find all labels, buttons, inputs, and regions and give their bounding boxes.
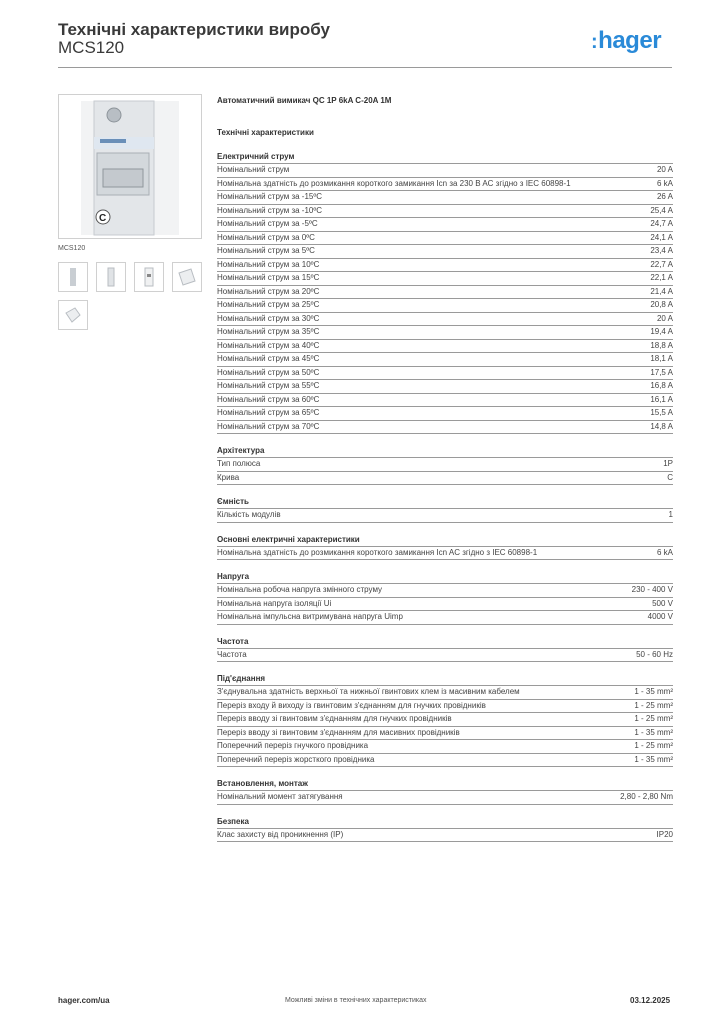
spec-label: Номінальна здатність до розмикання короткого замикання Icn за 230 B AC згідно з IEC 60898-1 (217, 178, 571, 188)
spec-label: Номінальний струм за 15ºC (217, 273, 320, 282)
brand-logo (591, 27, 661, 55)
spec-row (217, 313, 673, 327)
spec-value: 4000 V (647, 612, 673, 621)
spec-value: 20 A (656, 313, 673, 323)
spec-value: 16,8 A (650, 381, 673, 390)
spec-row (217, 259, 673, 273)
spec-row (217, 829, 673, 843)
spec-row (217, 367, 673, 381)
spec-value: 1 - 25 mm² (634, 700, 673, 710)
spec-label: Номінальний струм за 40ºC (217, 340, 320, 350)
spec-row (217, 353, 673, 367)
spec-label: Номінальний момент затягування (217, 792, 343, 801)
spec-label: Номінальний струм за 30ºC (217, 313, 320, 323)
thumbnail-icon (135, 263, 163, 291)
spec-label: Номінальна робоча напруга змінного струму (217, 585, 383, 594)
section-title: Напруга (217, 572, 673, 584)
spec-value: 50 - 60 Hz (636, 649, 673, 659)
spec-row (217, 218, 673, 232)
header-divider (58, 67, 672, 68)
page-title: Технічні характеристики виробу (58, 20, 330, 39)
spec-label: Номінальний струм за 5ºC (217, 246, 315, 255)
spec-label: Поперечний переріз жорсткого провідника (217, 754, 375, 764)
spec-row (217, 178, 673, 192)
spec-section (217, 152, 673, 434)
spec-label: Номінальний струм за 50ºC (217, 367, 320, 377)
spec-section (217, 446, 673, 485)
spec-label: Переріз вводу зі гвинтовим з'єднанням для гнучких провідників (217, 714, 452, 723)
spec-value: 1P (663, 459, 673, 468)
footer-website[interactable]: hager.com/ua (58, 996, 110, 1005)
footer-disclaimer: Можливі зміни в технічних характеристиках (285, 997, 427, 1004)
spec-row (217, 205, 673, 219)
spec-row (217, 191, 673, 205)
spec-label: Тип полюса (217, 459, 261, 468)
spec-value: 23,4 A (650, 246, 673, 255)
spec-value: 16,1 A (650, 394, 673, 404)
spec-value: 21,4 A (650, 286, 673, 296)
section-title: Основні електричні характеристики (217, 535, 673, 547)
spec-value: 6 kA (656, 178, 673, 188)
spec-label: Номінальний струм за -15ºC (217, 192, 323, 201)
spec-label: Номінальний струм за -5ºC (217, 219, 318, 228)
section-title: Безпека (217, 817, 673, 829)
thumbnail-3[interactable] (134, 262, 164, 292)
spec-value: 26 A (656, 192, 673, 201)
spec-row (217, 272, 673, 286)
spec-label: Номінальна напруга ізоляції Ui (217, 598, 332, 608)
spec-value: 1 - 35 mm² (634, 687, 673, 696)
spec-section (217, 497, 673, 523)
section-title: Під'єднання (217, 674, 673, 686)
spec-label: Номінальний струм за 20ºC (217, 286, 320, 296)
circuit-breaker-icon (59, 95, 201, 238)
spec-row (217, 421, 673, 435)
spec-row (217, 286, 673, 300)
section-title: Електричний струм (217, 152, 673, 164)
spec-value: 20 A (656, 165, 673, 174)
logo-dots-icon: : (591, 31, 598, 53)
spec-section (217, 674, 673, 767)
spec-value: C (667, 472, 673, 482)
thumbnail-4[interactable] (172, 262, 202, 292)
product-name: Автоматичний вимикач QC 1P 6kA C-20A 1M (217, 96, 392, 105)
section-title: Архітектура (217, 446, 673, 458)
spec-value: 1 - 25 mm² (634, 741, 673, 750)
spec-value: 1 - 25 mm² (634, 714, 673, 723)
spec-label: Номінальний струм за 60ºC (217, 394, 320, 404)
spec-value: IP20 (656, 829, 673, 839)
spec-label: Номінальний струм (217, 165, 290, 174)
spec-value: 1 - 35 mm² (634, 754, 673, 764)
spec-label: Переріз входу й виходу із гвинтовим з'єднанням для гнучких провідників (217, 700, 486, 710)
spec-row (217, 611, 673, 625)
thumbnail-1[interactable] (58, 262, 88, 292)
spec-row (217, 472, 673, 486)
spec-row (217, 598, 673, 612)
svg-text:C: C (99, 213, 107, 224)
spec-section (217, 817, 673, 843)
spec-label: Номінальний струм за 0ºC (217, 232, 315, 242)
spec-label: Кількість модулів (217, 510, 281, 519)
page-subtitle: MCS120 (58, 38, 125, 57)
spec-value: 24,1 A (650, 232, 673, 242)
spec-row (217, 509, 673, 523)
spec-value: 25,4 A (650, 205, 673, 215)
spec-row (217, 740, 673, 754)
section-title: Встановлення, монтаж (217, 779, 673, 791)
spec-row (217, 713, 673, 727)
spec-label: Номінальний струм за 35ºC (217, 327, 320, 336)
spec-value: 18,8 A (650, 340, 673, 350)
spec-value: 24,7 A (650, 219, 673, 228)
spec-value: 19,4 A (650, 327, 673, 336)
spec-label: Номінальний струм за 65ºC (217, 408, 320, 417)
spec-label: Номінальний струм за 25ºC (217, 300, 320, 309)
spec-row (217, 394, 673, 408)
spec-label: Номінальний струм за 55ºC (217, 381, 320, 390)
spec-label: Номінальний струм за 10ºC (217, 259, 320, 269)
spec-value: 20,8 A (650, 300, 673, 309)
spec-row (217, 686, 673, 700)
spec-value: 15,5 A (650, 408, 673, 417)
thumbnail-5[interactable] (58, 300, 88, 330)
spec-value: 6 kA (656, 547, 673, 557)
spec-value: 22,7 A (650, 259, 673, 269)
spec-row (217, 164, 673, 178)
spec-section (217, 779, 673, 805)
spec-row (217, 407, 673, 421)
spec-section (217, 572, 673, 625)
spec-row (217, 727, 673, 741)
spec-value: 2,80 - 2,80 Nm (620, 792, 673, 801)
spec-column (217, 96, 673, 854)
spec-value: 22,1 A (650, 273, 673, 282)
spec-row (217, 245, 673, 259)
tech-heading: Технічні характеристики (217, 128, 314, 137)
spec-row (217, 791, 673, 805)
spec-label: Крива (217, 472, 240, 482)
spec-row (217, 299, 673, 313)
footer-date: 03.12.2025 (630, 996, 671, 1005)
spec-row (217, 584, 673, 598)
section-title: Частота (217, 637, 673, 649)
thumbnail-icon (97, 263, 125, 291)
spec-value: 1 (668, 510, 673, 519)
spec-value: 1 - 35 mm² (634, 727, 673, 737)
spec-label: З'єднувальна здатність верхньої та нижньої гвинтових клем із масивним кабелем (217, 687, 520, 696)
product-image (58, 94, 202, 239)
spec-label: Номінальна здатність до розмикання короткого замикання Icn AC згідно з IEC 60898-1 (217, 547, 538, 557)
spec-label: Частота (217, 649, 247, 659)
spec-label: Номінальний струм за 70ºC (217, 421, 320, 431)
spec-row (217, 754, 673, 768)
spec-row (217, 700, 673, 714)
spec-label: Переріз вводу зі гвинтовим з'єднанням для масивних провідників (217, 727, 460, 737)
spec-value: 17,5 A (650, 367, 673, 377)
spec-row (217, 649, 673, 663)
spec-label: Поперечний переріз гнучкого провідника (217, 741, 369, 750)
brand-name: hager (598, 27, 662, 54)
spec-label: Клас захисту від проникнення (IP) (217, 829, 344, 839)
spec-label: Номінальний струм за 45ºC (217, 354, 320, 363)
thumbnail-icon (59, 263, 87, 291)
spec-row (217, 232, 673, 246)
spec-sections (217, 152, 673, 842)
product-caption: MCS120 (58, 245, 86, 252)
spec-value: 18,1 A (650, 354, 673, 363)
spec-value: 500 V (652, 598, 673, 608)
spec-row (217, 340, 673, 354)
spec-row (217, 326, 673, 340)
thumbnail-icon (59, 301, 87, 329)
spec-label: Номінальна імпульсна витримувана напруга Uimp (217, 612, 403, 621)
section-title: Ємність (217, 497, 673, 509)
spec-value: 230 - 400 V (631, 585, 673, 594)
spec-section (217, 535, 673, 561)
spec-section (217, 637, 673, 663)
thumbnail-icon (173, 263, 201, 291)
spec-row (217, 458, 673, 472)
spec-row (217, 547, 673, 561)
spec-value: 14,8 A (650, 421, 673, 431)
spec-row (217, 380, 673, 394)
spec-label: Номінальний струм за -10ºC (217, 205, 323, 215)
thumbnail-2[interactable] (96, 262, 126, 292)
